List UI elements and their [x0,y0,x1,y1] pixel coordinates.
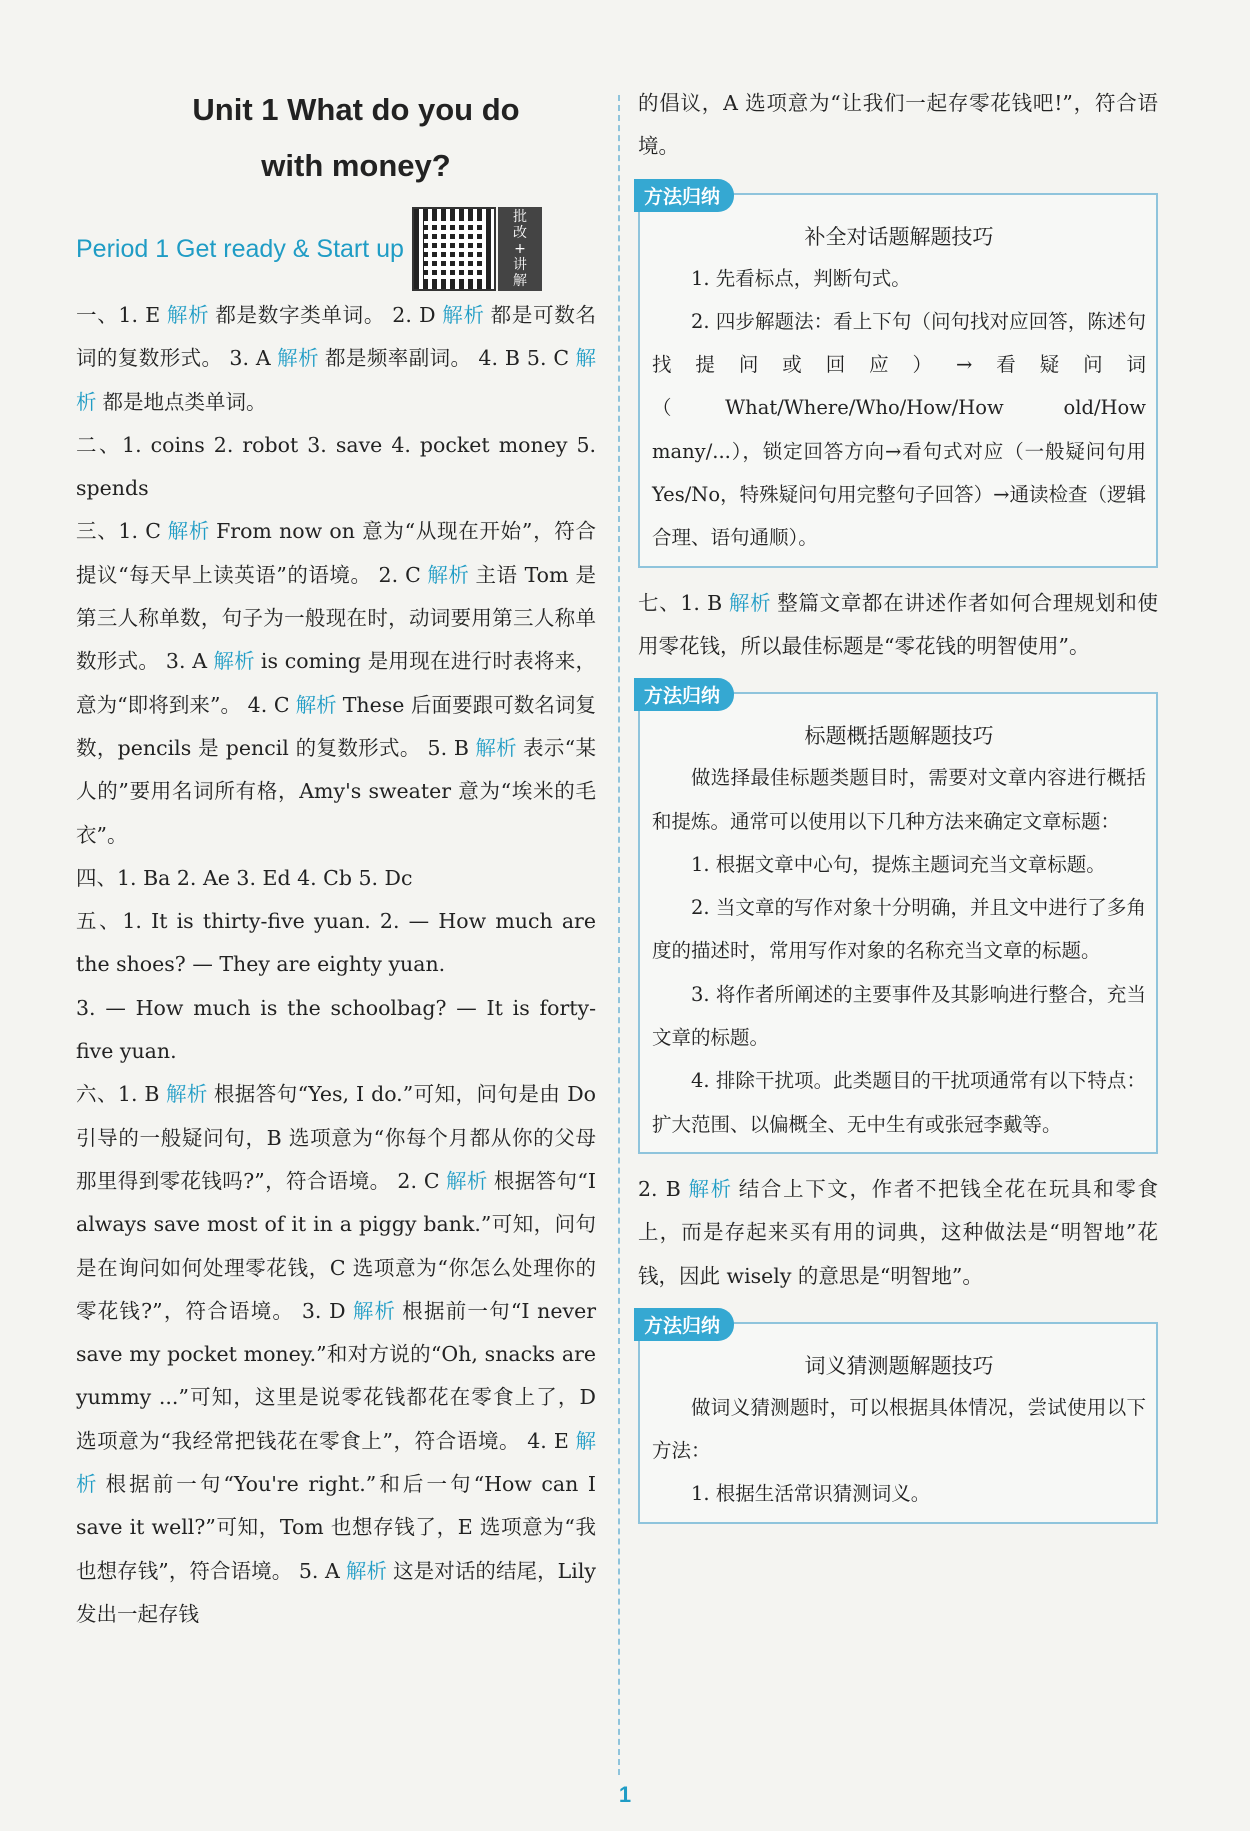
answer-section-4: 四、1. Ba 2. Ae 3. Ed 4. Cb 5. Dc [76,865,413,890]
unit-title: Unit 1 What do you do with money? [192,92,520,183]
answer-section-3: 三、1. C 解析 From now on 意为“从现在开始”，符合提议“每天早上读英语”的语境。 2. C 解析 主语 Tom 是第三人称单数，句子为一般现在时，动词要用第三人称单数形式。 3. A 解析 is coming 是用现在进行时表将来，意为“即将到来”。 4. C 解析 These 后面要跟可数名词复数，pencils 是 pencil 的复数形式。 5. B 解析 表示“某人的”要用名词所有格，Amy's sweater 意为“埃米的毛衣”。 [76,519,597,847]
answer-section-6: 六、1. B 解析 根据答句“Yes, I do.”可知，问句是由 Do 引导的一般疑问句，B 选项意为“你每个月都从你的父母那里得到零花钱吗?”，符合语境。 2. C 解析 根据答句“I always save most of it in a piggy bank.”可知，问句是在询问如何处理零花钱，C 选项意为“你怎么处理你的零花钱?”，符合语境。 3. D 解析 根据前一句“I never save my pocket money.”和对方说的“Oh, snacks are yummy ...”可知，这里是说零花钱都花在零食上了，D 选项意为“我经常把钱花在零食上”，符合语境。 4. E 解析 根据前一句“You're right.”和后一句“How can I save it well?”可知，Tom 也想存钱了，E 选项意为“我也想存钱”，符合语境。 5. A 解析 这是对话的结尾，Lily 发出一起存钱 [76,1082,597,1626]
answer-section-5: 五、1. It is thirty-five yuan. 2. — How much are the shoes? — They are eighty yuan. [76,909,596,977]
method-title: 词义猜测题解题技巧 [804,1353,994,1378]
method-title: 补全对话题解题技巧 [804,224,994,249]
left-column [76,82,596,1636]
right-column [638,82,1158,1538]
method-box-vocab: 方法归纳 词义猜测题解题技巧 做词义猜测题时，可以根据具体情况，尝试使用以下方法： 1. 根据生活常识猜测词义。 [638,1322,1158,1524]
method-tag: 方法归纳 [634,179,734,212]
column-divider [618,95,620,1775]
method-tag: 方法归纳 [634,1308,734,1341]
answer-section-1: 一、1. E 解析 都是数字类单词。 2. D 解析 都是可数名词的复数形式。 3. A 解析 都是频率副词。 4. B 5. C 解析 都是地点类单词。 [76,303,597,414]
answer-section-7: 七、1. B 解析 整篇文章都在讲述作者如何合理规划和使用零花钱，所以最佳标题是“零花钱的明智使用”。 [638,590,1159,658]
answer-section-7b: 2. B 解析 结合上下文，作者不把钱全花在玩具和零食上，而是存起来买有用的词典，这种做法是“明智地”花钱，因此 wisely 的意思是“明智地”。 [638,1176,1159,1288]
method-title: 标题概括题解题技巧 [804,724,994,749]
answer-section-5b: 3. — How much is the schoolbag? — It is forty-five yuan. [76,995,596,1064]
method-tag: 方法归纳 [634,678,734,711]
page-number: 1 [618,1782,632,1807]
qr-code-icon[interactable] [412,207,496,291]
period-title: Period 1 Get ready & Start up [76,234,404,263]
period-header [76,204,596,294]
method-box-dialogue: 方法归纳 补全对话题解题技巧 1. 先看标点，判断句式。 2. 四步解题法：看上下句（问句找对应回答，陈述句找提问或回应）→看疑问词（What/Where/Who/How/How old/How many/...），锁定回答方向→看句式对应（一般疑问句用 Yes/No，特殊疑问句用完整句子回答）→通读检查（逻辑合理、语句通顺）。 [638,193,1158,568]
answer-section-2: 二、1. coins 2. robot 3. save 4. pocket money 5. spends [76,432,596,501]
ai-badge: 批 改 + 讲 解 [498,207,542,291]
continued-text: 的倡议，A 选项意为“让我们一起存零花钱吧!”，符合语境。 [638,91,1158,159]
method-box-title: 方法归纳 标题概括题解题技巧 做选择最佳标题类题目时，需要对文章内容进行概括和提炼。通常可以使用以下几种方法来确定文章标题： 1. 根据文章中心句，提炼主题词充当文章标题。 2. 当文章的写作对象十分明确，并且文中进行了多角度的描述时，常用写作对象的名称充当文章的标题。 3. 将作者所阐述的主要事件及其影响进行整合，充当文章的标题。 4. 排除干扰项。此类题目的干扰项通常有以下特点：扩大范围、以偏概全、无中生有或张冠李戴等。 [638,692,1158,1154]
